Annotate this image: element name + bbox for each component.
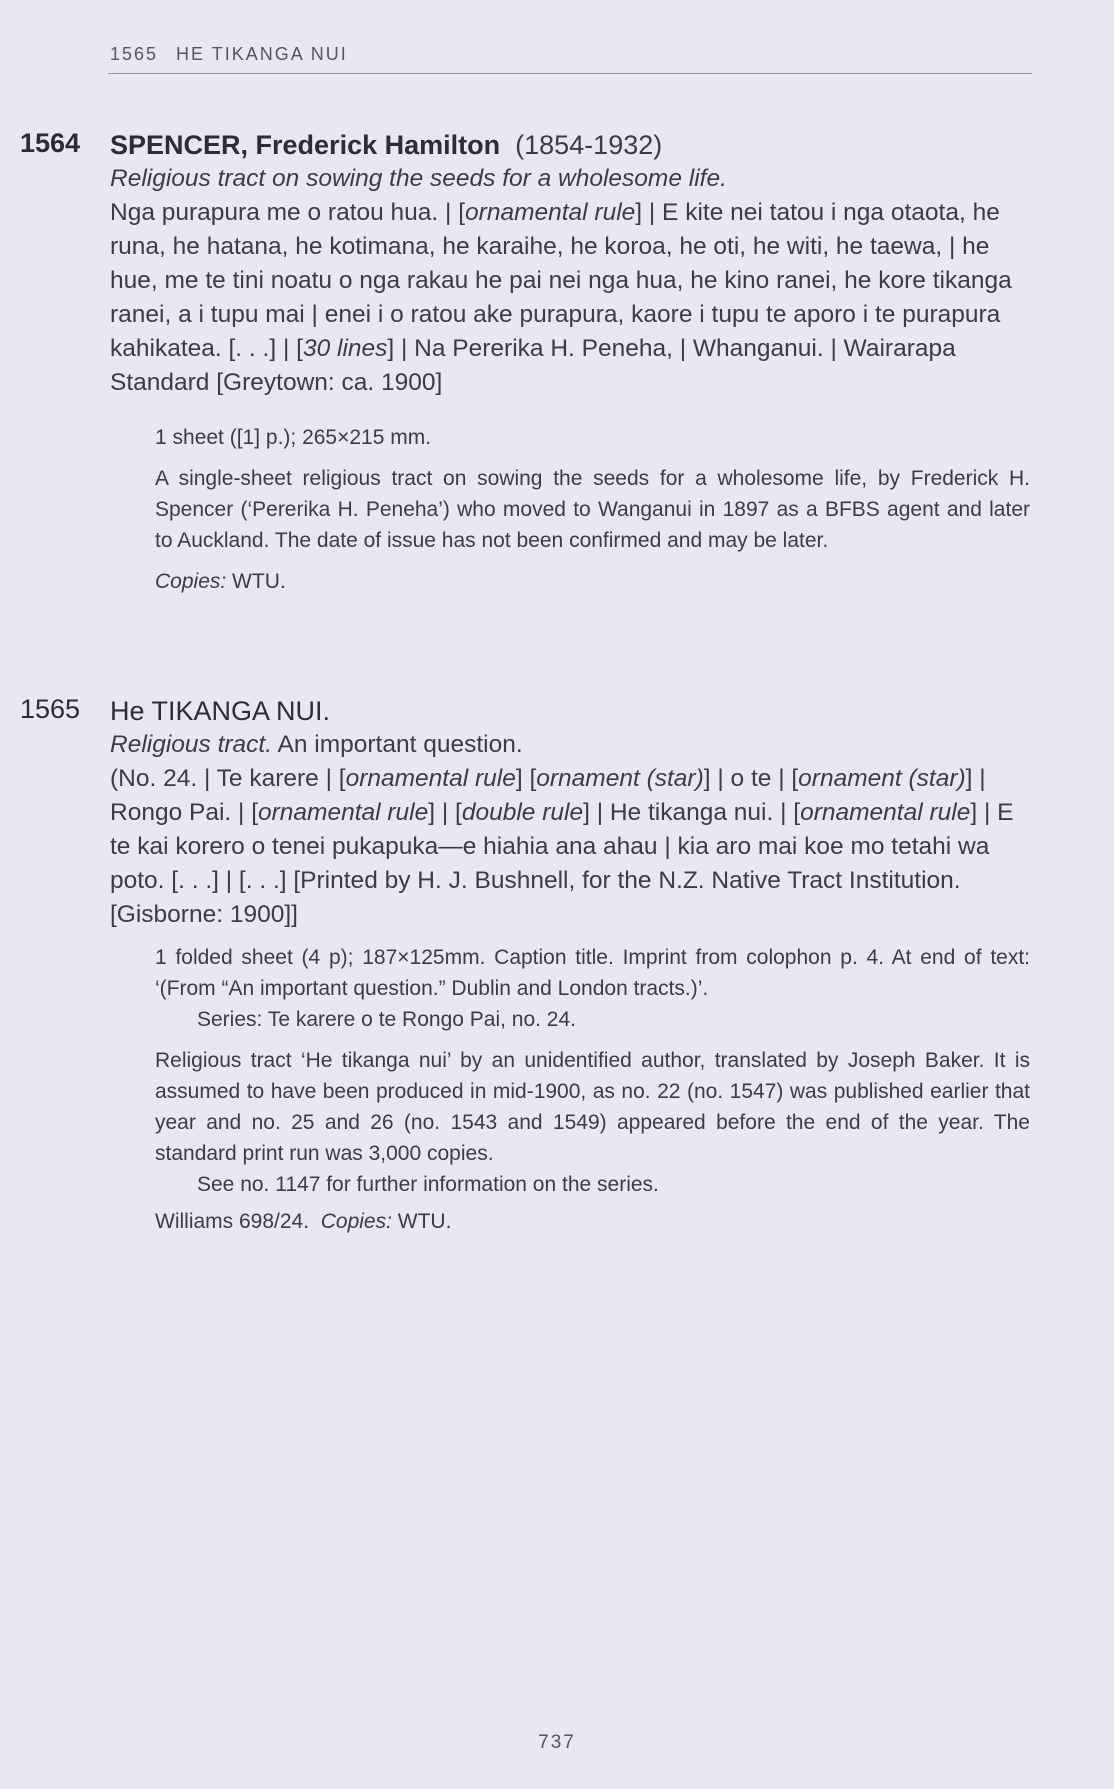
entry-1565 [20,694,1030,1237]
type-label: Religious tract on sowing the seeds for a wholesome life. [110,165,727,192]
transcription: (No. 24. | Te karere | [ornamental rule] [ornament (star)] | o te | [ornament (star)] | Rongo Pai. | [ornamental rule] | [double rule] | He tikanga nui. | [ornamental rule] | E te kai korero o tenei pukapuka—e hiahia ana ahau | kia aro mai koe mo tetahi wa poto. [. . .] | [. . .] [Printed by H. J. Bushnell, for the N.Z. Native Tract Institution. [Gisborne: 1900]] [110,765,1014,928]
entry-title: He TIKANGA NUI. [110,696,331,726]
reference-line: Williams 698/24. Copies: WTU. [155,1210,452,1233]
copies-line: Copies: WTU. [155,570,286,593]
transcription: Nga purapura me o ratou hua. | [ornamental rule] | E kite nei tatou i nga otaota, he runa, he hatana, he kotimana, he karaihe, he koroa, he oti, he witi, he taewa, | he hue, me te tini noatu o nga rakau he pai nei nga hua, he kino ranei, he kore tikanga ranei, a i tupu mai | enei i o ratou ake purapura, kaore i tupu te aporo i te purapura kahikatea. [. . .] | [30 lines] | Na Pererika H. Peneha, | Whanganui. | Wairarapa Standard [Greytown: ca. 1900] [110,199,1012,396]
running-head-title: HE TIKANGA NUI [176,44,348,64]
title-line [110,728,1030,762]
reference: Williams 698/24. [155,1210,310,1233]
entry-1564 [20,128,1030,597]
physical-description: 1 sheet ([1] p.); 265×215 mm. [155,426,432,449]
type-label: Religious tract. [110,731,273,758]
header-rule [108,73,1032,74]
running-head [110,44,348,65]
entry-heading [110,128,1030,162]
title-rest: An important question. [277,731,523,758]
entry-number: 1564 [20,128,81,158]
entry-heading [110,694,1030,728]
entry-note: A single-sheet religious tract on sowing the seeds for a wholesome life, by Frederick H. Spencer (‘Pererika H. Peneha’) who moved to Wanganui in 1897 as a BFBS agent and later to Auckland. The date of issue has not been confirmed and may be later. [155,467,1030,552]
running-head-number: 1565 [110,44,159,64]
page-number: 737 [538,1732,576,1753]
series-statement: Series: Te karere o te Rongo Pai, no. 24. [197,1008,577,1031]
author-dates: (1854-1932) [515,130,663,160]
physical-description: 1 folded sheet (4 p); 187×125mm. Caption title. Imprint from colophon p. 4. At end of text: ‘(From “An important question.” Dublin and London tracts.)’. [155,946,1030,1000]
author-name: SPENCER, Frederick Hamilton [110,130,501,160]
see-also: See no. 1147 for further information on the series. [197,1173,659,1196]
entry-note: Religious tract ‘He tikanga nui’ by an unidentified author, translated by Joseph Baker. It is assumed to have been produced in mid-1900, as no. 22 (no. 1547) was published earlier that year and no. 25 and 26 (no. 1543 and 1549) appeared before the end of the year. The standard print run was 3,000 copies. [155,1049,1030,1165]
entry-number: 1565 [20,694,81,724]
